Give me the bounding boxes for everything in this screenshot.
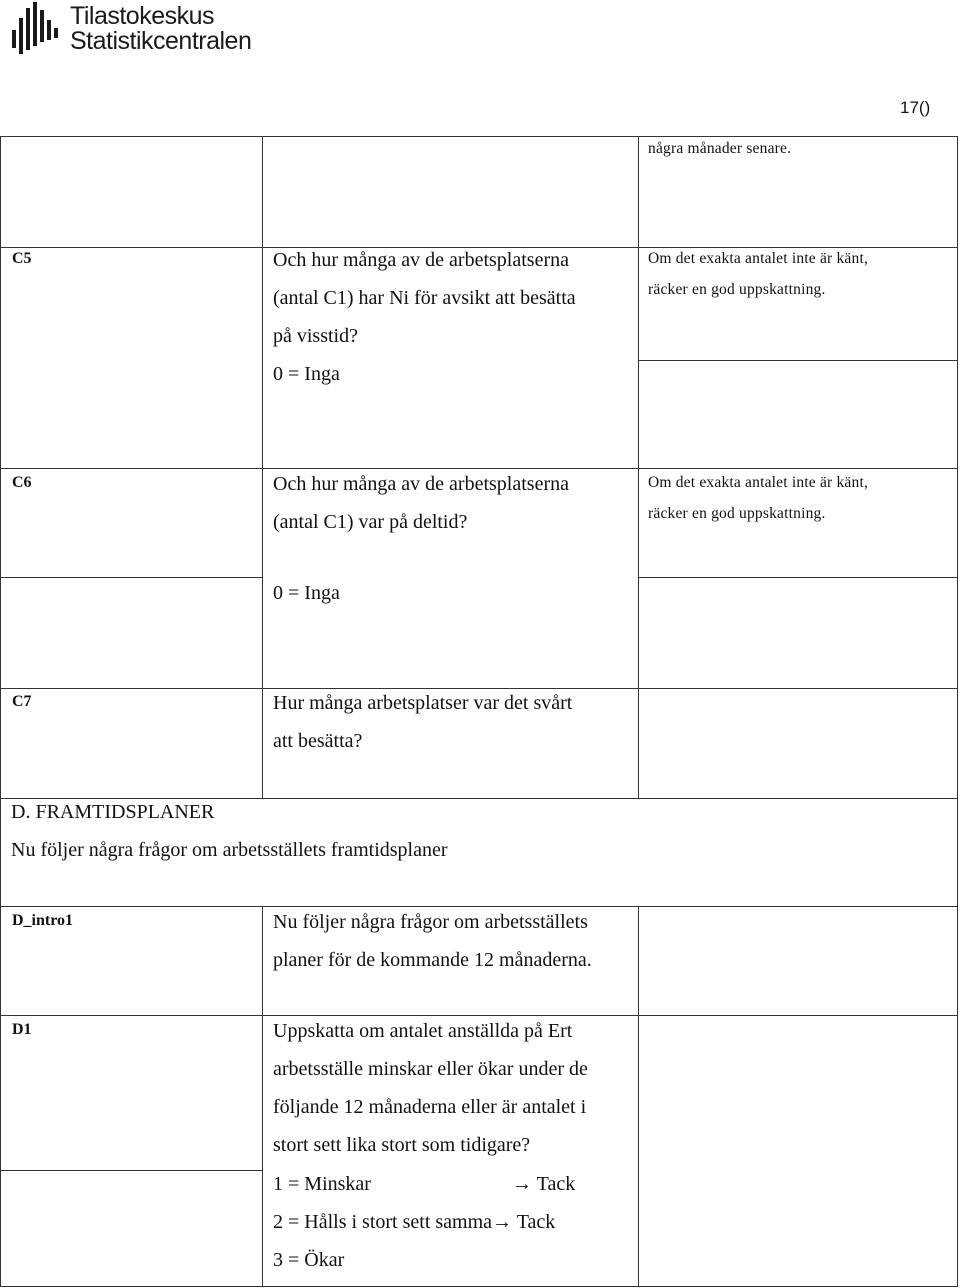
question-d-intro1-line1: Nu följer några frågor om arbetsställets xyxy=(273,911,588,933)
answer-option xyxy=(273,1241,344,1279)
question-c5-line1: Och hur många av de arbetsplatserna xyxy=(273,249,569,271)
question-d-intro1-line2: planer för de kommande 12 månaderna. xyxy=(273,949,592,971)
note-c6-line1: Om det exakta antalet inte är känt, xyxy=(648,474,869,491)
answer-option-label: 3 = Ökar xyxy=(273,1249,345,1271)
question-d1-line1: Uppskatta om antalet anställda på Ert xyxy=(273,1020,573,1042)
question-c7-line2: att besätta? xyxy=(273,730,363,752)
answer-option-label: 1 = Minskar xyxy=(273,1173,371,1195)
section-subtitle: Nu följer några frågor om arbetsställets framtidsplaner xyxy=(11,839,448,861)
page-number: 17() xyxy=(900,98,931,117)
question-code-c5: C5 xyxy=(12,250,32,267)
question-d1-line3: följande 12 månaderna eller är antalet i xyxy=(273,1096,587,1118)
table-border-left xyxy=(0,136,1,1286)
row-divider xyxy=(638,577,958,578)
question-c5-line2: (antal C1) har Ni för avsikt att besätta xyxy=(273,287,576,309)
question-c5-answer: 0 = Inga xyxy=(273,363,340,385)
row-divider xyxy=(0,1170,262,1171)
routing-target: Tack xyxy=(536,1173,576,1195)
note-c6-line2: räcker en god uppskattning. xyxy=(648,505,826,522)
routing-target: Tack xyxy=(516,1211,556,1233)
row-divider xyxy=(0,577,262,578)
question-c7-line1: Hur många arbetsplatser var det svårt xyxy=(273,692,573,714)
column-divider xyxy=(262,136,263,798)
tilastokeskus-logo-icon xyxy=(10,0,62,56)
logo-line1: Tilastokeskus xyxy=(70,2,215,30)
note-text: några månader senare. xyxy=(648,140,792,157)
logo-line2: Statistikcentralen xyxy=(70,27,252,55)
question-c6-line2: (antal C1) var på deltid? xyxy=(273,511,468,533)
table-border-right xyxy=(957,136,958,1286)
question-code-d-intro1: D_intro1 xyxy=(12,912,74,929)
answer-option xyxy=(273,1203,555,1241)
table-border-top xyxy=(0,136,958,137)
row-divider xyxy=(638,360,958,361)
logo xyxy=(10,0,270,56)
answer-option-label: 2 = Hålls i stort sett samma xyxy=(273,1211,493,1233)
question-c6-line1: Och hur många av de arbetsplatserna xyxy=(273,473,569,495)
right-arrow-icon: → xyxy=(492,1211,513,1233)
question-d1-line2: arbetsställe minskar eller ökar under de xyxy=(273,1058,588,1080)
column-divider xyxy=(638,136,639,798)
question-code-c7: C7 xyxy=(12,693,32,710)
note-c5-line2: räcker en god uppskattning. xyxy=(648,281,826,298)
question-d1-line4: stort sett lika stort som tidigare? xyxy=(273,1134,531,1156)
section-title: D. FRAMTIDSPLANER xyxy=(11,801,215,823)
right-arrow-icon: → xyxy=(512,1173,532,1195)
routing-instruction xyxy=(512,1165,575,1203)
question-c6-answer: 0 = Inga xyxy=(273,582,340,604)
column-divider xyxy=(638,906,639,1286)
question-c5-line3: på visstid? xyxy=(273,325,358,347)
note-c5-line1: Om det exakta antalet inte är känt, xyxy=(648,250,869,267)
question-code-d1: D1 xyxy=(12,1021,32,1038)
answer-option xyxy=(273,1165,371,1203)
question-code-c6: C6 xyxy=(12,474,32,491)
table-border-bottom xyxy=(0,1286,958,1287)
column-divider xyxy=(262,906,263,1286)
